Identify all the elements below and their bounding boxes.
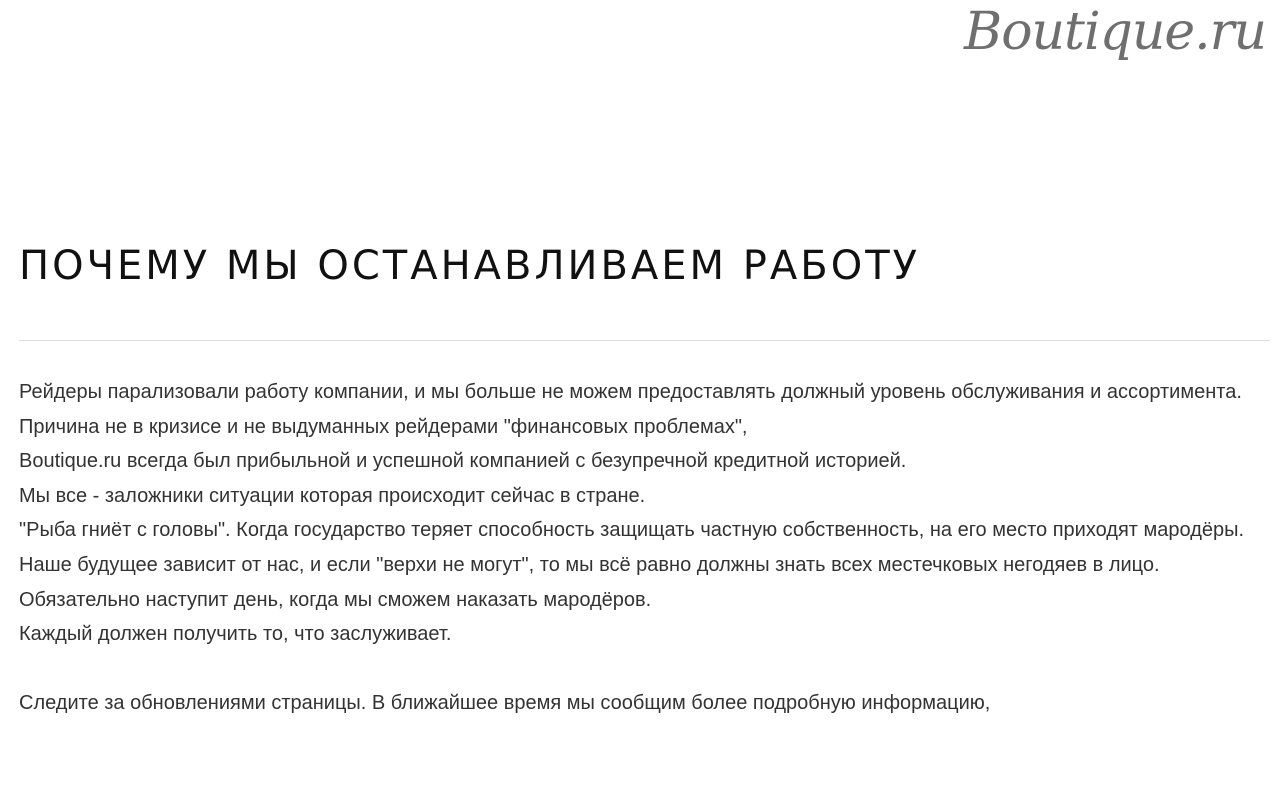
paragraph-raiders: Рейдеры парализовали работу компании, и мы больше не можем предоставлять должный уровень обслуживания и ассортимента. xyxy=(19,381,1242,403)
site-logo-link[interactable] xyxy=(964,2,1266,80)
paragraph-fish: "Рыба гниёт с головы". Когда государство теряет способность защищать частную собственность, на его место приходят мародёры. xyxy=(19,519,1245,542)
paragraph-hostages: Мы все - заложники ситуации которая происходит сейчас в стране. xyxy=(19,484,646,507)
page-title: ПОЧЕМУ МЫ ОСТАНАВЛИВАЕМ РАБОТУ xyxy=(19,243,920,289)
paragraph-company: Boutique.ru всегда был прибыльной и успешной компанией с безупречной кредитной историей. xyxy=(19,450,907,473)
paragraph-reason: Причина не в кризисе и не выдуманных рейдерами "финансовых проблемах", xyxy=(19,415,748,438)
paragraph-deserve: Каждый должен получить то, что заслуживает. xyxy=(19,623,452,646)
paragraph-spacer xyxy=(19,652,1249,687)
paragraph-future: Наше будущее зависит от нас, и если "верхи не могут", то мы всё равно должны знать всех местечковых негодяев в лицо. xyxy=(19,553,1160,576)
article-body xyxy=(19,375,1249,721)
paragraph-punish: Обязательно наступит день, когда мы сможем наказать мародёров. xyxy=(19,588,652,611)
title-divider xyxy=(19,340,1270,341)
paragraph-updates: Следите за обновлениями страницы. В ближайшее время мы сообщим более подробную информацию, xyxy=(19,692,991,715)
site-logo: Boutique.ru xyxy=(964,2,1266,62)
